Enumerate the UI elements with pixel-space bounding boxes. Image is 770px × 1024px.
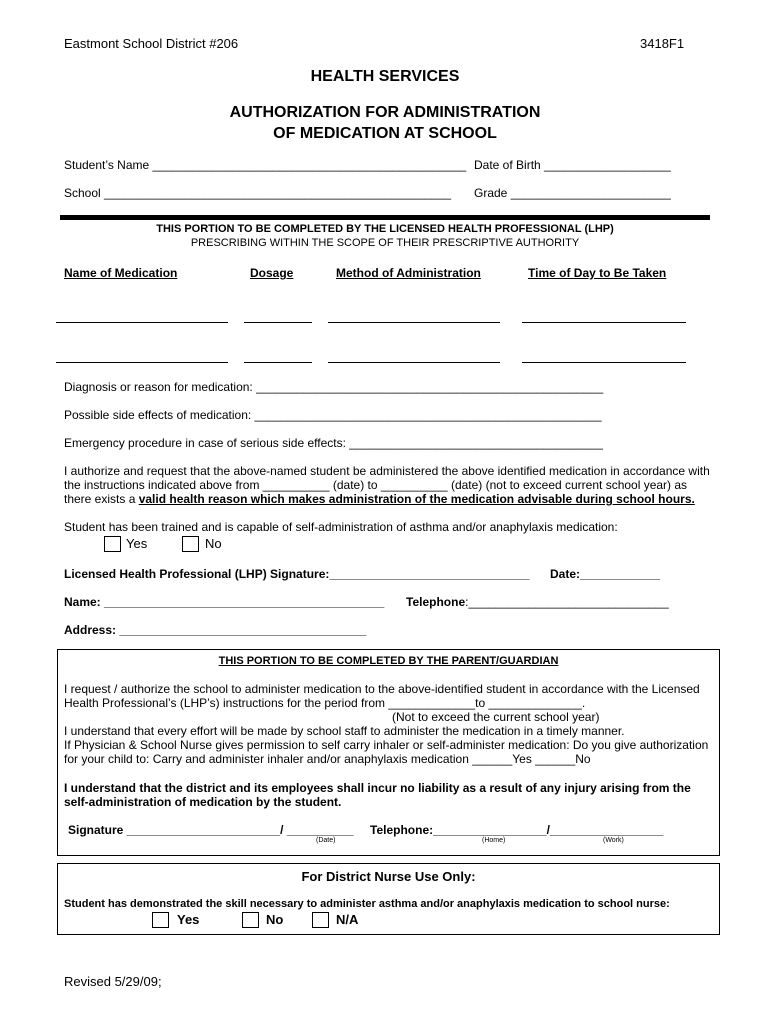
nurse-statement: Student has demonstrated the skill necessary to administer asthma and/or anaphylaxis medication to school nurse: bbox=[64, 898, 670, 910]
work-caption: (Work) bbox=[603, 837, 624, 844]
lhp-telephone-label: Telephone bbox=[406, 595, 466, 609]
form-code: 3418F1 bbox=[640, 36, 685, 51]
nurse-heading: For District Nurse Use Only: bbox=[301, 869, 476, 884]
lhp-date-field[interactable]: Date:____________ bbox=[550, 567, 661, 581]
lhp-subheading: PRESCRIBING WITHIN THE SCOPE OF THEIR PRESCRIPTIVE AUTHORITY bbox=[190, 237, 580, 249]
column-name-of-medication: Name of Medication bbox=[64, 266, 178, 280]
emergency-procedure-field[interactable]: Emergency procedure in case of serious side effects: ______________________________________ bbox=[64, 436, 603, 450]
lhp-signature-field[interactable]: Licensed Health Professional (LHP) Signature:______________________________ bbox=[64, 567, 530, 581]
dosage-line-1[interactable] bbox=[244, 322, 312, 323]
method-line-2[interactable] bbox=[328, 362, 500, 363]
self-administration-question: Student has been trained and is capable of self-administration of asthma and/or anaphylaxis medication: bbox=[64, 520, 618, 534]
dosage-line-2[interactable] bbox=[244, 362, 312, 363]
parent-signature-field[interactable]: Signature _______________________/ __________ bbox=[68, 823, 354, 837]
date-of-birth-field[interactable]: Date of Birth ___________________ bbox=[474, 158, 671, 172]
trained-yes-label: Yes bbox=[126, 536, 148, 551]
student-name-field[interactable]: Student’s Name _______________________________________________ bbox=[64, 158, 467, 172]
parent-heading: THIS PORTION TO BE COMPLETED BY THE PARENT/GUARDIAN bbox=[218, 655, 559, 667]
title-medication-at-school: OF MEDICATION AT SCHOOL bbox=[273, 125, 497, 142]
revised-date: Revised 5/29/09; bbox=[64, 974, 162, 989]
column-dosage: Dosage bbox=[250, 266, 294, 280]
liability-text-line2: self-administration of medication by the student. bbox=[64, 795, 342, 809]
method-line-1[interactable] bbox=[328, 322, 500, 323]
trained-no-label: No bbox=[205, 536, 222, 551]
medication-name-line-2[interactable] bbox=[56, 362, 228, 363]
authorize-text-line3: there exists a bbox=[64, 492, 139, 506]
time-line-1[interactable] bbox=[522, 322, 686, 323]
trained-yes-checkbox[interactable] bbox=[104, 536, 121, 552]
parent-text-line5: If Physician & School Nurse gives permission to self carry inhaler or self-administer medication: Do you give authorization bbox=[64, 738, 709, 752]
section-divider bbox=[60, 215, 710, 220]
liability-text-line1: I understand that the district and its employees shall incur no liability as a result of any injury arising from the bbox=[64, 781, 691, 795]
parent-text-line1: I request / authorize the school to administer medication to the above-identified student in accordance with the Licensed bbox=[64, 682, 700, 696]
column-time-of-day: Time of Day to Be Taken bbox=[528, 266, 667, 280]
authorize-text-line2[interactable]: the instructions indicated above from __________ (date) to __________ (date) (not to exceed current school year) as bbox=[64, 478, 688, 492]
parent-period-field[interactable]: Health Professional’s (LHP’s) instructions for the period from _____________to ______________. bbox=[64, 696, 586, 710]
parent-telephone-field[interactable]: Telephone:_________________/_________________ bbox=[370, 823, 664, 837]
lhp-heading: THIS PORTION TO BE COMPLETED BY THE LICENSED HEALTH PROFESSIONAL (LHP) bbox=[156, 223, 614, 235]
parent-not-exceed-note: (Not to exceed the current school year) bbox=[392, 710, 600, 724]
authorize-text-line1: I authorize and request that the above-named student be administered the above identified medication in accordance with bbox=[64, 464, 710, 478]
date-caption: (Date) bbox=[316, 837, 336, 844]
title-health-services: HEALTH SERVICES bbox=[310, 68, 460, 85]
side-effects-field[interactable]: Possible side effects of medication: ____________________________________________________ bbox=[64, 408, 602, 422]
parent-carry-authorization[interactable]: for your child to: Carry and administer inhaler and/or anaphylaxis medication ______Yes ______No bbox=[64, 752, 591, 766]
grade-field[interactable]: Grade ________________________ bbox=[474, 186, 671, 200]
school-field[interactable]: School ____________________________________________________ bbox=[64, 186, 452, 200]
lhp-telephone-field[interactable]: :______________________________ bbox=[465, 595, 669, 609]
trained-no-checkbox[interactable] bbox=[182, 536, 199, 552]
home-caption: (Home) bbox=[482, 837, 506, 844]
valid-health-reason: valid health reason which makes administration of the medication advisable during school hours. bbox=[138, 492, 695, 506]
nurse-no-label: No bbox=[266, 912, 284, 927]
time-line-2[interactable] bbox=[522, 362, 686, 363]
lhp-name-field[interactable]: Name: __________________________________________ bbox=[64, 595, 385, 609]
diagnosis-field[interactable]: Diagnosis or reason for medication: ____________________________________________________ bbox=[64, 380, 604, 394]
nurse-na-label: N/A bbox=[336, 912, 359, 927]
column-method: Method of Administration bbox=[336, 266, 481, 280]
nurse-no-checkbox[interactable] bbox=[242, 912, 259, 928]
lhp-address-field[interactable]: Address: _____________________________________ bbox=[64, 623, 367, 637]
nurse-yes-checkbox[interactable] bbox=[152, 912, 169, 928]
nurse-na-checkbox[interactable] bbox=[312, 912, 329, 928]
nurse-yes-label: Yes bbox=[177, 912, 200, 927]
title-authorization: AUTHORIZATION FOR ADMINISTRATION bbox=[229, 104, 541, 121]
district-name: Eastmont School District #206 bbox=[64, 36, 239, 51]
parent-text-line4: I understand that every effort will be made by school staff to administer the medication in a timely manner. bbox=[64, 724, 625, 738]
medication-name-line-1[interactable] bbox=[56, 322, 228, 323]
